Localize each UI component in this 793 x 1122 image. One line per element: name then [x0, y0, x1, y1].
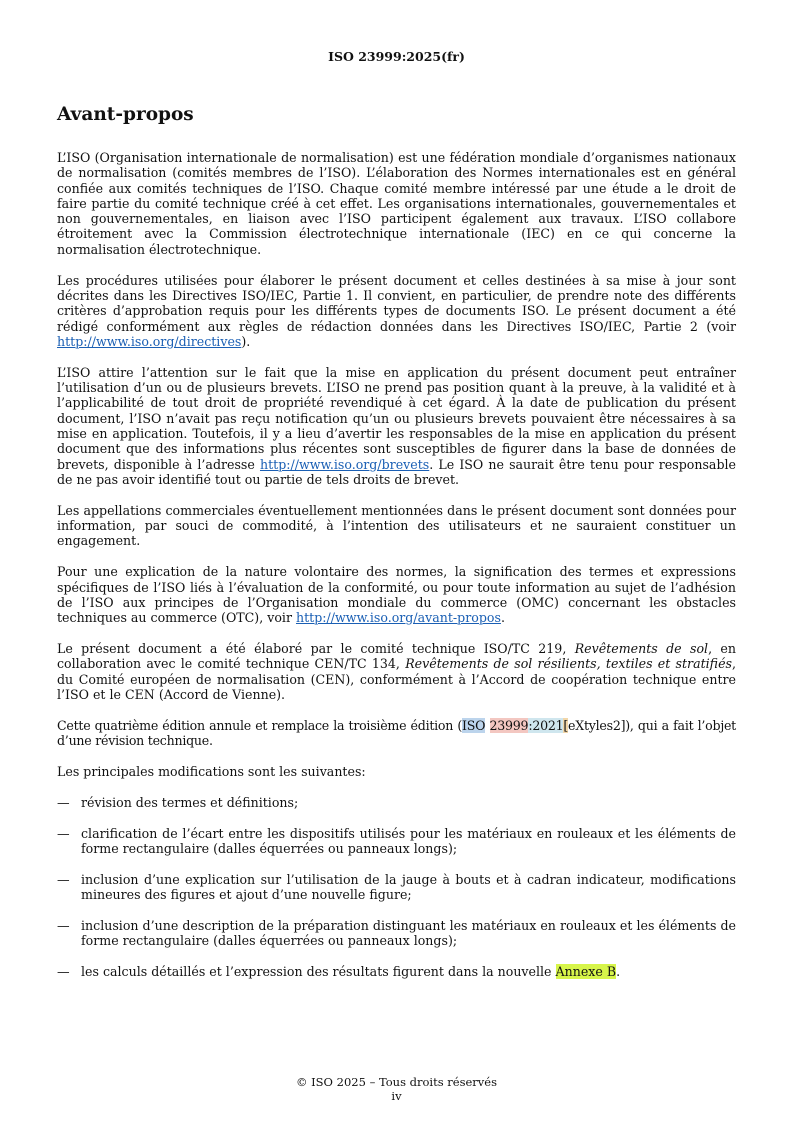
dash-bullet: — — [57, 964, 70, 980]
list-item-text: révision des termes et définitions; — [81, 794, 299, 810]
list-item — [57, 795, 736, 810]
list-item-text: inclusion d’une explication sur l’utilisation de la jauge à bouts et à cadran indicateur, modifications mineures des figures et ajout d’une nouvelle figure; — [81, 871, 736, 903]
foreword-link[interactable]: http://www.iso.org/avant-propos — [295, 610, 501, 626]
paragraph-text: Les procédures utilisées pour élaborer le présent document et celles destinées à sa mise à jour sont décrites dans les Directives ISO/IEC, Partie 1. Il convient, en particulier, de prendre note des différents critères d’approbation requis pour les différents types de documents ISO. Le présent document a été rédigé conformément aux règles de rédaction données dans les Directives ISO/IEC, Partie 2 (voir — [57, 272, 736, 334]
ref-number: 23999 — [489, 717, 529, 733]
ref-iso: ISO — [462, 717, 486, 733]
list-item — [57, 872, 736, 903]
paragraph-procedures — [57, 273, 736, 349]
paragraph-text: Cette quatrième édition annule et remplace la troisième édition ( — [57, 717, 463, 733]
committee-title-cen: Revêtements de sol résilients, textiles et stratifiés — [405, 656, 732, 672]
patents-link[interactable]: http://www.iso.org/brevets — [259, 456, 430, 472]
paragraph-edition — [57, 718, 736, 749]
paragraph-text: ). — [241, 333, 251, 349]
paragraph-trade-names: Les appellations commerciales éventuellement mentionnées dans le présent document sont données pour information, par souci de commodité, à l’intention des utilisateurs et ne sauraient constituer un engagement. — [57, 502, 736, 549]
list-item-text: les calculs détaillés et l’expression des résultats figurent dans la nouvelle — [81, 964, 556, 980]
list-item-text: inclusion d’une description de la préparation distinguant les matériaux en rouleaux et les éléments de forme rectangulaire (dalles équerrées ou panneaux longs); — [81, 918, 736, 949]
paragraph-text: ), qui a fait l’objet d’une révision technique. — [57, 717, 736, 749]
ref-year: :2021 — [528, 717, 564, 733]
changes-list — [57, 795, 736, 980]
committee-title-iso: Revêtements de sol — [574, 640, 709, 656]
foreword-body — [57, 150, 736, 995]
paragraph-text: L’ISO attire l’attention sur le fait que la mise en application du présent document peut entraîner l’utilisation d’un ou de plusieurs brevets. L’ISO ne prend pas position quant à la preuve, à la validité et à l’applicabilité de tout droit de propriété revendiqué à cet égard. À la date de publication du présent document, l’ISO n’avait pas reçu notification qu’un ou plusieurs brevets pouvaient être nécessaires à sa mise en application. Toutefois, il y a lieu d’avertir les responsables de la mise en application du présent document que des informations plus récentes sont susceptibles de figurer dans la base de données de brevets, disponible à l’adresse — [57, 364, 736, 472]
paragraph-changes-intro: Les principales modifications sont les suivantes: — [57, 763, 366, 779]
document-id-header: ISO 23999:2025(fr) — [328, 49, 465, 64]
paragraph-text: , en collaboration avec le comité technique CEN/TC 134, — [57, 640, 736, 672]
paragraph-text: . — [500, 610, 505, 626]
dash-bullet: — — [57, 794, 70, 810]
list-item — [57, 826, 736, 857]
list-item — [57, 964, 736, 979]
paragraph-committee — [57, 641, 736, 702]
list-item-text: clarification de l’écart entre les dispositifs utilisés pour les matériaux en rouleaux et les éléments de forme rectangulaire (dalles équerrées ou panneaux longs); — [81, 825, 736, 857]
paragraph-text: Pour une explication de la nature volontaire des normes, la signification des termes et expressions spécifiques de l’ISO liés à l’évaluation de la conformité, ou pour toute information au sujet de l’adhésion de l’ISO aux principes de l’Organisation mondiale du commerce (OMC) concernant les obstacles techniques au commerce (OTC), voir — [57, 564, 736, 626]
paragraph-text: Le présent document a été élaboré par le comité technique ISO/TC 219, — [57, 640, 575, 656]
ref-tag: eXtyles2] — [568, 717, 626, 733]
paragraph-text: . Le ISO ne saurait être tenu pour responsable de ne pas avoir identifié tout ou partie de tels droits de brevet. — [57, 456, 736, 487]
annex-b-reference[interactable]: Annexe B — [555, 964, 617, 980]
dash-bullet: — — [57, 871, 70, 887]
page-footer — [0, 1075, 793, 1103]
paragraph-iso-intro: L’ISO (Organisation internationale de normalisation) est une fédération mondiale d’organismes nationaux de normalisation (comités membres de l’ISO). L’élaboration des Normes internationales est en général confiée aux comités techniques de l’ISO. Chaque comité membre intéressé par une étude a le droit de faire partie du comité technique créé à cet effet. Les organisations internationales, gouvernementales et non gouvernementales, en liaison avec l’ISO participent également aux travaux. L’ISO collabore étroitement avec la Commission électrotechnique internationale (IEC) en ce qui concerne la normalisation électrotechnique. — [57, 150, 736, 257]
list-item-text: . — [616, 964, 621, 980]
page-number: iv — [391, 1089, 402, 1103]
ref-marker: [ — [563, 717, 569, 733]
paragraph-patents — [57, 365, 736, 487]
directives-link[interactable]: http://www.iso.org/directives — [57, 333, 242, 349]
paragraph-voluntary-nature — [57, 564, 736, 625]
list-item — [57, 918, 736, 949]
paragraph-text: , du Comité européen de normalisation (CEN), conformément à l’Accord de coopération technique entre l’ISO et le CEN (Accord de Vienne). — [57, 656, 737, 702]
dash-bullet: — — [57, 825, 70, 841]
copyright-notice: © ISO 2025 – Tous droits réservés — [295, 1075, 497, 1089]
page-title: Avant-propos — [57, 104, 194, 125]
dash-bullet: — — [57, 918, 70, 934]
